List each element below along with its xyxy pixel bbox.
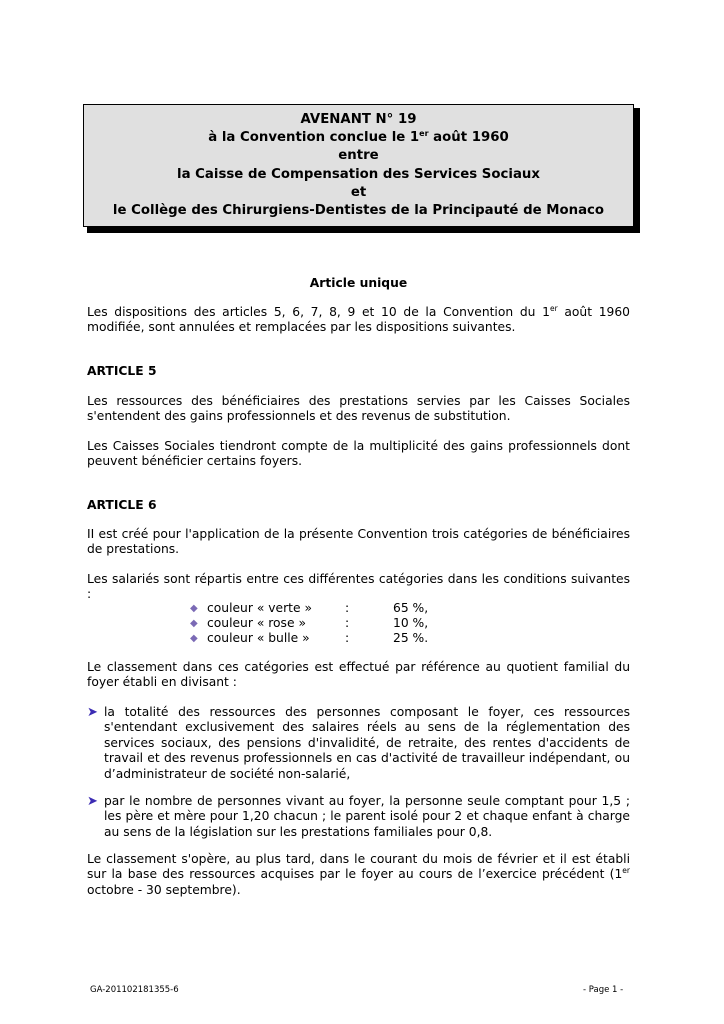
article-6-paragraph-1: II est créé pour l'application de la présente Convention trois catégories de bénéficiaires de prestations. xyxy=(87,527,630,557)
article-6-paragraph-3: Le classement dans ces catégories est effectué par référence au quotient familial du foyer établi en divisant : xyxy=(87,660,630,690)
article-5-title: ARTICLE 5 xyxy=(87,364,157,378)
arrow-right-icon: ➤ xyxy=(87,794,98,809)
list-item: par le nombre de personnes vivant au foyer, la personne seule comptant pour 1,5 ; les père et mère pour 1,20 chacun ; le parent isolé pour 2 et chaque enfant à charge au sens de la législation sur les prestations familiales pour 0,8. xyxy=(104,794,630,839)
header-title: AVENANT N° 19 xyxy=(300,111,417,127)
list-item: la totalité des ressources des personnes composant le foyer, ces ressources s'entendant exclusivement des salaires réels au sens de la réglementation des services sociaux, des pensions d'invalidité, de retraite, des rentes d'accidents de travail et des revenus professionnels en cas d'activité de travailleur indépendant, ou d’administrateur de société non-salarié, xyxy=(104,705,630,781)
header-caisse: la Caisse de Compensation des Services Sociaux xyxy=(177,166,540,182)
category-item: ◆ couleur « verte » : 65 %, xyxy=(190,601,429,615)
diamond-icon: ◆ xyxy=(190,618,198,629)
header-entre: entre xyxy=(338,148,379,164)
arrow-right-icon: ➤ xyxy=(87,705,98,720)
article-6-title: ARTICLE 6 xyxy=(87,498,157,512)
intro-paragraph: Les dispositions des articles 5, 6, 7, 8, 9 et 10 de la Convention du 1er août 1960 modifiée, sont annulées et remplacées par les dispositions suivantes. xyxy=(87,304,630,335)
article-5-paragraph-1: Les ressources des bénéficiaires des prestations servies par les Caisses Sociales s'entendent des gains professionnels et des revenus de substitution. xyxy=(87,394,630,424)
header-college: le Collège des Chirurgiens-Dentistes de la Principauté de Monaco xyxy=(112,202,605,218)
footer-page-number: - Page 1 - xyxy=(583,985,624,995)
article-5-paragraph-2: Les Caisses Sociales tiendront compte de la multiplicité des gains professionnels dont peuvent bénéficier certains foyers. xyxy=(87,439,630,469)
category-item: ◆ couleur « rose » : 10 %, xyxy=(190,616,429,630)
article-6-paragraph-4: Le classement s'opère, au plus tard, dans le courant du mois de février et il est établi sur la base des ressources acquises par le foyer au cours de l’exercice précédent (1er octobre - 30 septembre). xyxy=(87,852,630,897)
header-box xyxy=(83,104,634,227)
article-unique-title: Article unique xyxy=(309,276,408,290)
header-convention-line: à la Convention conclue le 1er août 1960 xyxy=(208,129,509,146)
header-et: et xyxy=(350,184,367,200)
diamond-icon: ◆ xyxy=(190,603,198,614)
footer-reference: GA-201102181355-6 xyxy=(90,985,179,995)
diamond-icon: ◆ xyxy=(190,633,198,644)
category-item: ◆ couleur « bulle » : 25 %. xyxy=(190,631,429,645)
article-6-paragraph-2: Les salariés sont répartis entre ces différentes catégories dans les conditions suivantes : xyxy=(87,572,630,602)
